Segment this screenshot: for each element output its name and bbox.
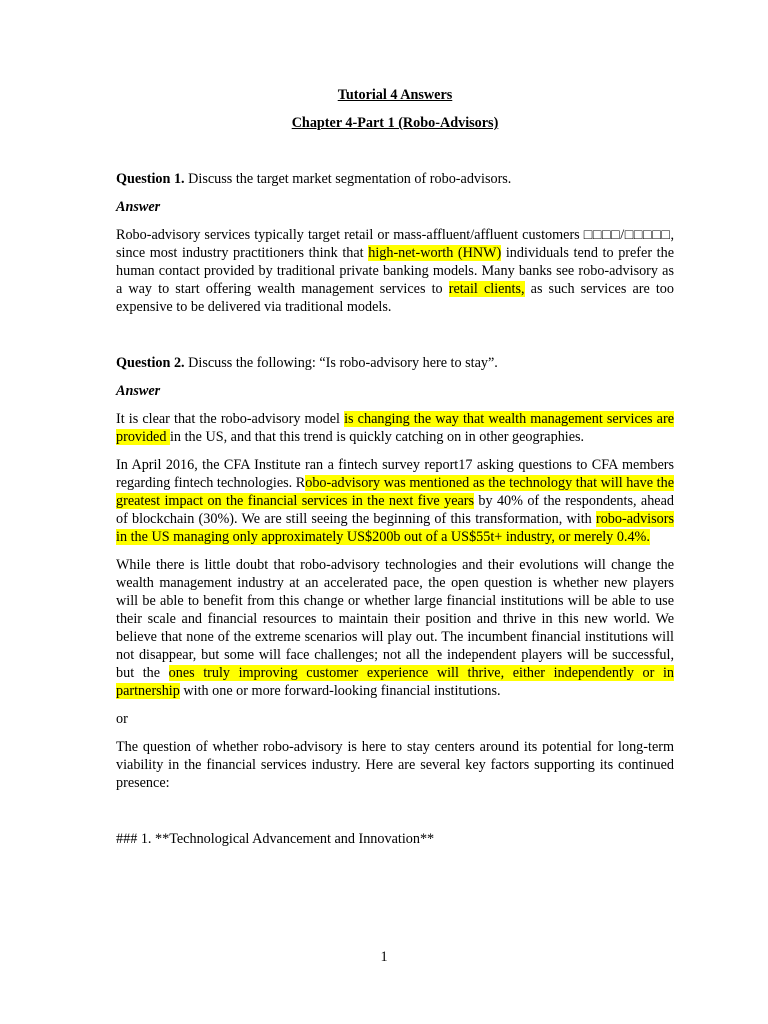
answer-1-paragraph <box>116 226 674 316</box>
document-subtitle: Chapter 4-Part 1 (Robo-Advisors) <box>291 115 499 131</box>
a2p3-text-a: While there is little doubt that robo-advisory technologies and their evolutions will change the wealth management industry at an accelerated pace, the open question is whether new players will be able to benefit from this change or whether large financial institutions will be able to use their scale and financial resources to maintain their position and thrive in this new world. We believe that none of the extreme scenarios will play out. The incumbent financial institutions will not disappear, but some will face challenges; not all the independent players will be successful, but the <box>116 557 674 681</box>
highlight-customer-experience: ones truly improving customer experience will thrive, either independently or in partnership <box>116 665 674 699</box>
question-1-label: Question 1. <box>116 171 185 187</box>
question-2-label: Question 2. <box>116 355 185 371</box>
a2p1-text-a: It is clear that the robo-advisory model <box>116 411 345 427</box>
highlight-us-managing: robo-advisors in the US managing only approximately US$200b out of a US$55t+ industry, or merely 0.4%. <box>116 511 674 545</box>
highlight-greatest-impact: obo-advisory was mentioned as the technology that will have the greatest impact on the financial services in the next five years <box>116 475 674 509</box>
a2p2-text-a: In April 2016, the CFA Institute ran a fintech survey report17 asking questions to CFA members regarding fintech technologies. R <box>116 457 674 491</box>
a2p3-text-b: with one or more forward-looking financial institutions. <box>179 683 501 699</box>
a1-text-d: as such services are too expensive to be delivered via traditional models. <box>116 281 674 315</box>
question-2 <box>116 354 674 372</box>
question-2-text: Discuss the following: “Is robo-advisory here to stay”. <box>184 355 498 371</box>
answer-2-paragraph-3 <box>116 556 674 700</box>
highlight-changing-way: is changing the way that wealth management services are provided <box>116 411 674 445</box>
page-number: 1 <box>380 949 388 965</box>
question-1 <box>116 170 674 188</box>
answer-2-paragraph-2 <box>116 456 674 546</box>
answer-2-paragraph-1 <box>116 410 674 446</box>
highlight-hnw: high-net-worth (HNW) <box>368 245 502 261</box>
section-heading-1: ### 1. **Technological Advancement and Innovation** <box>116 831 435 847</box>
a1-text-c: individuals tend to prefer the human contact provided by traditional private banking models. Many banks see robo-advisory as a way to start offering wealth management services to <box>116 245 674 297</box>
a2p1-text-b: in the US, and that this trend is quickly catching on in other geographies. <box>169 429 585 445</box>
question-1-text: Discuss the target market segmentation of robo-advisors. <box>184 171 512 187</box>
answer-2-label: Answer <box>116 383 161 399</box>
or-separator: or <box>116 711 128 727</box>
a1-text-a: Robo-advisory services typically target retail or mass-affluent/affluent customers <box>116 227 584 243</box>
a1-cjk-text: □□□□/□□□□□ <box>583 227 671 243</box>
a2p2-text-b: by 40% of the respondents, ahead of blockchain (30%). We are still seeing the beginning of this transformation, with <box>116 493 674 527</box>
highlight-retail-clients: retail clients, <box>448 281 525 297</box>
answer-1-label: Answer <box>116 199 161 215</box>
a1-text-b: , since most industry practitioners think that <box>116 227 674 261</box>
answer-2-paragraph-4: The question of whether robo-advisory is here to stay centers around its potential for long-term viability in the financial services industry. Here are several key factors supporting its continued presence: <box>116 739 674 791</box>
document-title: Tutorial 4 Answers <box>337 87 453 103</box>
